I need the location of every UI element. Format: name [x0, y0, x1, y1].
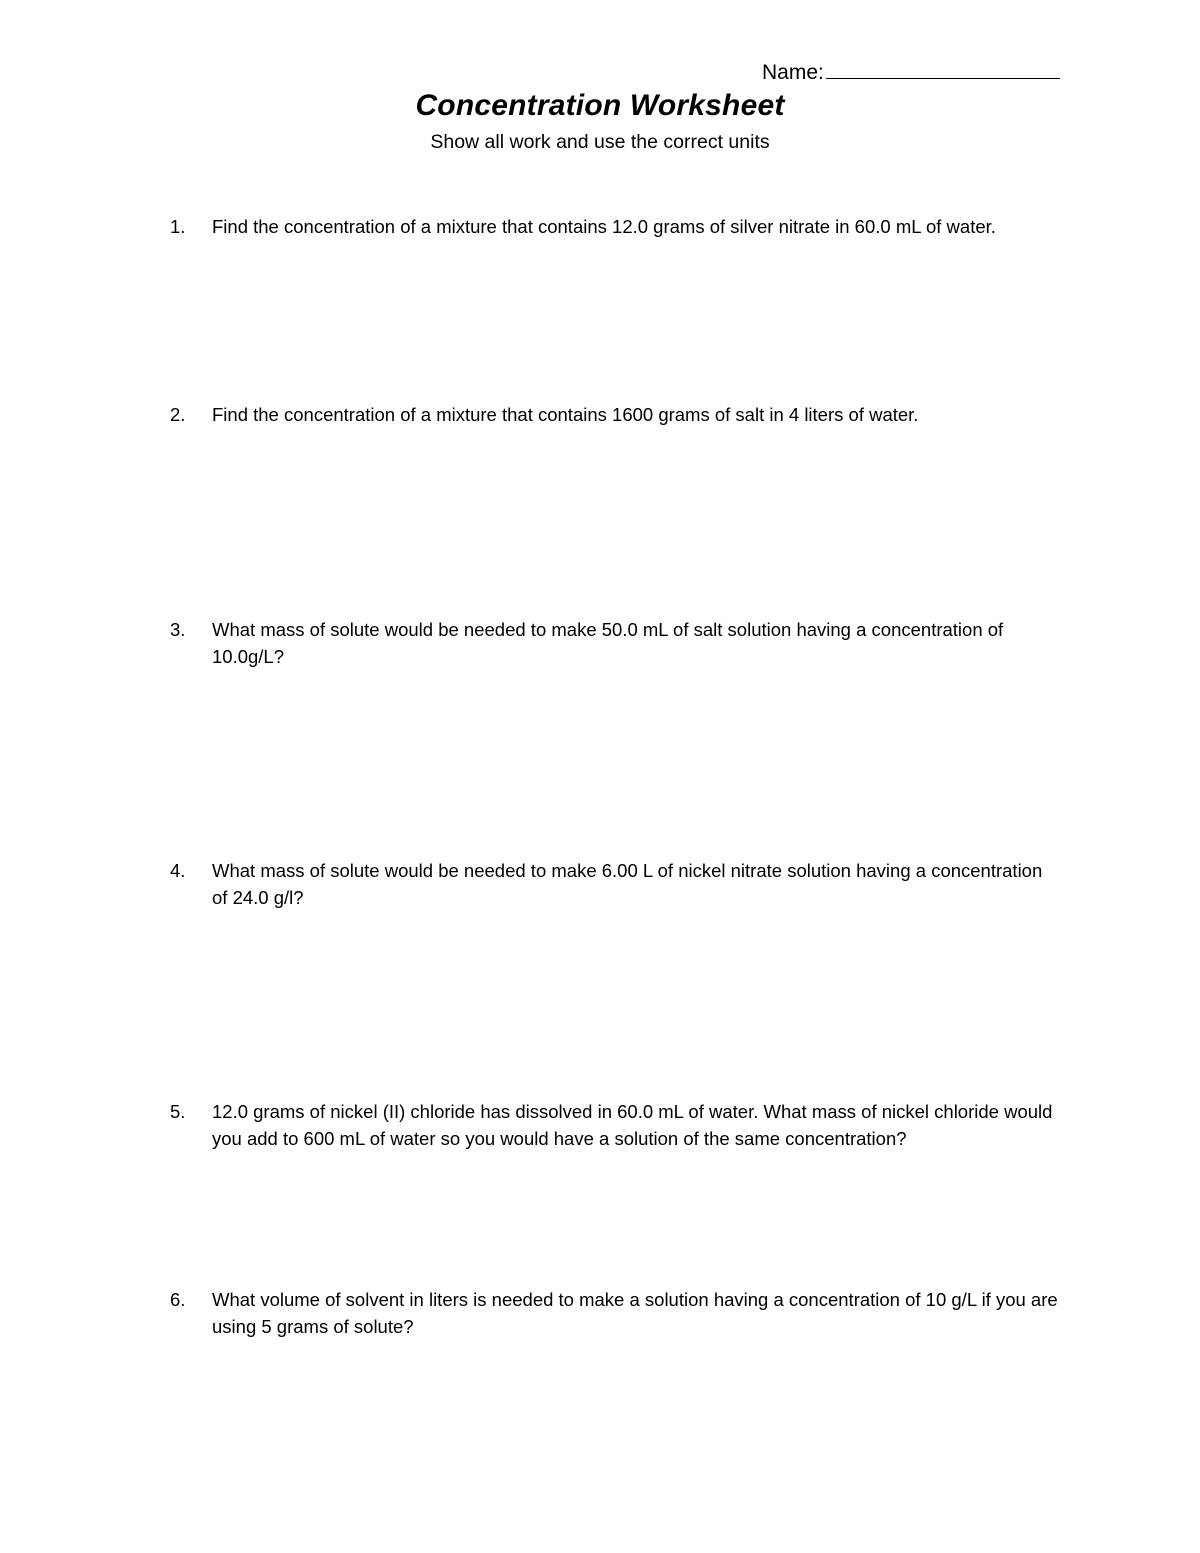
worksheet-subtitle: Show all work and use the correct units [430, 131, 770, 153]
question-5 [170, 1098, 1070, 1152]
question-6 [170, 1286, 1070, 1340]
question-number: 5. [170, 1101, 186, 1122]
question-number: 4. [170, 860, 186, 881]
question-2 [170, 401, 1070, 428]
name-blank-line [826, 56, 1060, 79]
question-text: What mass of solute would be needed to make 6.00 L of nickel nitrate solution having a concentration of 24.0 g/l? [212, 860, 1043, 908]
question-1 [170, 213, 1070, 240]
question-text: Find the concentration of a mixture that contains 12.0 grams of silver nitrate in 60.0 mL of water. [212, 216, 996, 237]
name-field [762, 56, 1060, 87]
question-text: What volume of solvent in liters is needed to make a solution having a concentration of 10 g/L if you are using 5 grams of solute? [212, 1289, 1058, 1337]
question-number: 3. [170, 619, 186, 640]
question-number: 2. [170, 404, 186, 425]
worksheet-title: Concentration Worksheet [415, 89, 785, 122]
question-text: What mass of solute would be needed to make 50.0 mL of salt solution having a concentration of 10.0g/L? [212, 619, 1004, 667]
question-number: 6. [170, 1289, 186, 1310]
question-4 [170, 857, 1070, 911]
question-text: Find the concentration of a mixture that contains 1600 grams of salt in 4 liters of water. [212, 404, 919, 425]
question-number: 1. [170, 216, 186, 237]
question-3 [170, 616, 1070, 670]
name-label: Name: [762, 61, 824, 84]
question-text: 12.0 grams of nickel (II) chloride has dissolved in 60.0 mL of water. What mass of nickel chloride would you add to 600 mL of water so you would have a solution of the same concentration? [212, 1101, 1053, 1149]
